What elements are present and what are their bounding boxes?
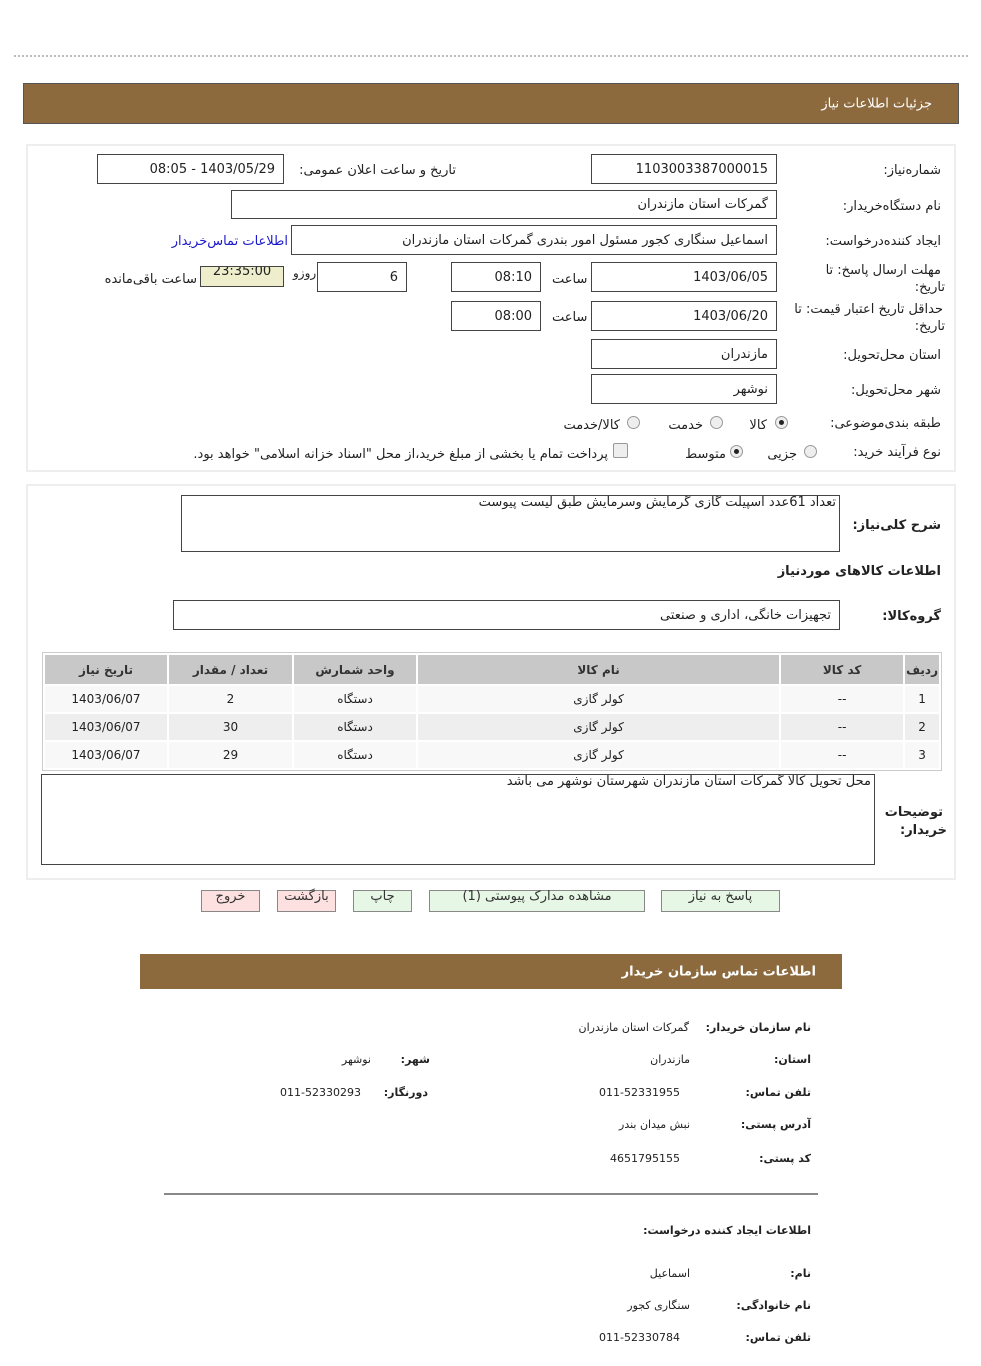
group-label: گروه‌کالا: bbox=[882, 609, 941, 624]
table-cell: 3 bbox=[905, 742, 939, 768]
treasury-label: پرداخت تمام یا بخشی از مبلغ خرید،از محل "اسناد خزانه اسلامی" خواهد بود. bbox=[193, 447, 608, 462]
fax-label: دورنگار: bbox=[383, 1086, 428, 1099]
print-button[interactable]: چاپ bbox=[353, 890, 412, 912]
divider bbox=[14, 55, 968, 57]
category-goods-label: کالا bbox=[749, 418, 767, 433]
creator-label: ایجاد کننده‌درخواست: bbox=[825, 234, 941, 249]
table-cell: دستگاه bbox=[294, 714, 416, 740]
col-name: نام کالا bbox=[418, 655, 779, 684]
table-cell: -- bbox=[781, 686, 903, 712]
buyer-label: نام دستگاه‌خریدار: bbox=[842, 199, 941, 214]
validity-date-field: 1403/06/20 bbox=[591, 301, 777, 331]
city-label: شهر محل‌تحویل: bbox=[851, 383, 941, 398]
category-service-radio[interactable] bbox=[710, 416, 723, 429]
contact-divider bbox=[164, 1193, 818, 1195]
col-date: تاریخ نیاز bbox=[45, 655, 167, 684]
deadline-date-field: 1403/06/05 bbox=[591, 262, 777, 292]
category-both-label: کالا/خدمت bbox=[563, 418, 620, 433]
buyer-field: گمرکات استان مازندران bbox=[231, 190, 777, 219]
days-field: 6 bbox=[317, 262, 407, 292]
buyer-contact-link[interactable]: اطلاعات تماس‌خریدار bbox=[171, 234, 288, 249]
postal-label: کد پستی: bbox=[759, 1152, 811, 1165]
col-qty: تعداد / مقدار bbox=[169, 655, 292, 684]
name-label: نام: bbox=[790, 1267, 811, 1280]
phone-label: تلفن تماس: bbox=[745, 1086, 811, 1099]
goods-table-wrap bbox=[42, 652, 942, 771]
announce-label: تاریخ و ساعت اعلان عمومی: bbox=[299, 163, 456, 178]
category-both-radio[interactable] bbox=[627, 416, 640, 429]
family-label: نام خانوادگی: bbox=[736, 1299, 811, 1312]
phone-value: 011-52331955 bbox=[599, 1086, 680, 1099]
need-number-field: 1103003387000015 bbox=[591, 154, 777, 184]
city-field: نوشهر bbox=[591, 374, 777, 404]
notes-label: توضیحات bbox=[884, 805, 943, 820]
attachments-button[interactable]: مشاهده مدارک پیوستی (1) bbox=[429, 890, 645, 912]
table-row bbox=[45, 686, 939, 712]
table-cell: 2 bbox=[905, 714, 939, 740]
province-contact-value: مازندران bbox=[650, 1053, 690, 1066]
process-medium-label: متوسط bbox=[685, 447, 726, 462]
table-row bbox=[45, 742, 939, 768]
table-cell: 1 bbox=[905, 686, 939, 712]
summary-label: شرح کلی‌نیاز: bbox=[852, 518, 941, 533]
table-cell: کولر گازی bbox=[418, 714, 779, 740]
back-button[interactable]: بازگشت bbox=[277, 890, 336, 912]
creator-phone-label: تلفن تماس: bbox=[745, 1331, 811, 1344]
process-minor-label: جزیی bbox=[767, 447, 797, 462]
goods-section-title: اطلاعات کالاهای مورد‌نیاز bbox=[777, 564, 941, 579]
group-field: تجهیزات خانگی، اداری و صنعتی bbox=[173, 600, 840, 630]
city-contact-label: شهر: bbox=[400, 1053, 430, 1066]
table-cell: 1403/06/07 bbox=[45, 742, 167, 768]
province-contact-label: استان: bbox=[774, 1053, 811, 1066]
days-label: روزو bbox=[293, 266, 317, 280]
announce-field: 1403/05/29 - 08:05 bbox=[97, 154, 284, 184]
deadline-label-2: تاریخ: bbox=[914, 280, 945, 295]
validity-label: حداقل تاریخ اعتبار قیمت: تا bbox=[794, 302, 943, 317]
treasury-checkbox[interactable] bbox=[613, 443, 628, 458]
notes-textarea[interactable]: محل تحویل کالا گمرکات استان مازندران شهرستان نوشهر می باشد bbox=[41, 774, 875, 865]
family-value: سنگاری کجور bbox=[627, 1299, 690, 1312]
validity-label-2: تاریخ: bbox=[914, 319, 945, 334]
process-label: نوع فرآیند خرید: bbox=[853, 445, 941, 460]
validity-time-field: 08:00 bbox=[451, 301, 541, 331]
province-label: استان محل‌تحویل: bbox=[843, 348, 941, 363]
exit-button[interactable]: خروج bbox=[201, 890, 260, 912]
col-row: ردیف bbox=[905, 655, 939, 684]
contact-title: اطلاعات تماس سازمان خریدار bbox=[621, 964, 816, 979]
remaining-time-field: 23:35:00 bbox=[200, 266, 284, 287]
table-cell: -- bbox=[781, 714, 903, 740]
table-cell: 30 bbox=[169, 714, 292, 740]
table-cell: دستگاه bbox=[294, 742, 416, 768]
process-minor-radio[interactable] bbox=[804, 445, 817, 458]
deadline-time-label: ساعت bbox=[552, 272, 588, 287]
table-cell: 1403/06/07 bbox=[45, 686, 167, 712]
address-label: آدرس پستی: bbox=[740, 1118, 811, 1131]
postal-value: 4651795155 bbox=[610, 1152, 680, 1165]
table-cell: کولر گازی bbox=[418, 686, 779, 712]
col-code: کد کالا bbox=[781, 655, 903, 684]
table-cell: 1403/06/07 bbox=[45, 714, 167, 740]
province-field: مازندران bbox=[591, 339, 777, 369]
goods-table bbox=[43, 653, 941, 770]
deadline-label: مهلت ارسال پاسخ: تا bbox=[825, 263, 941, 278]
creator-info-title: اطلاعات ایجاد کننده درخواست: bbox=[643, 1224, 811, 1237]
table-cell: دستگاه bbox=[294, 686, 416, 712]
validity-time-label: ساعت bbox=[552, 310, 588, 325]
category-service-label: خدمت bbox=[668, 418, 703, 433]
table-row bbox=[45, 714, 939, 740]
table-cell: 29 bbox=[169, 742, 292, 768]
notes-label-2: خریدار: bbox=[900, 823, 947, 838]
fax-value: 011-52330293 bbox=[280, 1086, 361, 1099]
table-cell: -- bbox=[781, 742, 903, 768]
city-contact-value: نوشهر bbox=[341, 1053, 371, 1066]
page-title: جزئیات اطلاعات نیاز bbox=[821, 96, 932, 111]
creator-phone-value: 011-52330784 bbox=[599, 1331, 680, 1344]
category-label: طبقه بندی‌موضوعی: bbox=[830, 416, 941, 431]
org-label: نام سازمان خریدار: bbox=[705, 1021, 811, 1034]
remaining-label: ساعت باقی‌مانده bbox=[104, 272, 197, 287]
table-cell: کولر گازی bbox=[418, 742, 779, 768]
table-cell: 2 bbox=[169, 686, 292, 712]
creator-field: اسماعیل سنگاری کجور مسئول امور بندری گمرکات استان مازندران bbox=[291, 225, 777, 255]
deadline-time-field: 08:10 bbox=[451, 262, 541, 292]
org-value: گمرکات استان مازندران bbox=[578, 1021, 689, 1034]
summary-textarea[interactable]: تعداد 61عدد اسپیلت گازی گرمایش وسرمایش طبق لیست پیوست bbox=[181, 495, 840, 552]
page-header bbox=[23, 83, 959, 124]
contact-header bbox=[140, 954, 842, 989]
process-medium-radio[interactable] bbox=[730, 445, 743, 458]
need-number-label: شماره‌نیاز: bbox=[883, 163, 941, 178]
name-value: اسماعیل bbox=[649, 1267, 690, 1280]
reply-button[interactable]: پاسخ به نیاز bbox=[661, 890, 780, 912]
address-value: نبش میدان بندر bbox=[619, 1118, 690, 1131]
category-goods-radio[interactable] bbox=[775, 416, 788, 429]
col-unit: واحد شمارش bbox=[294, 655, 416, 684]
